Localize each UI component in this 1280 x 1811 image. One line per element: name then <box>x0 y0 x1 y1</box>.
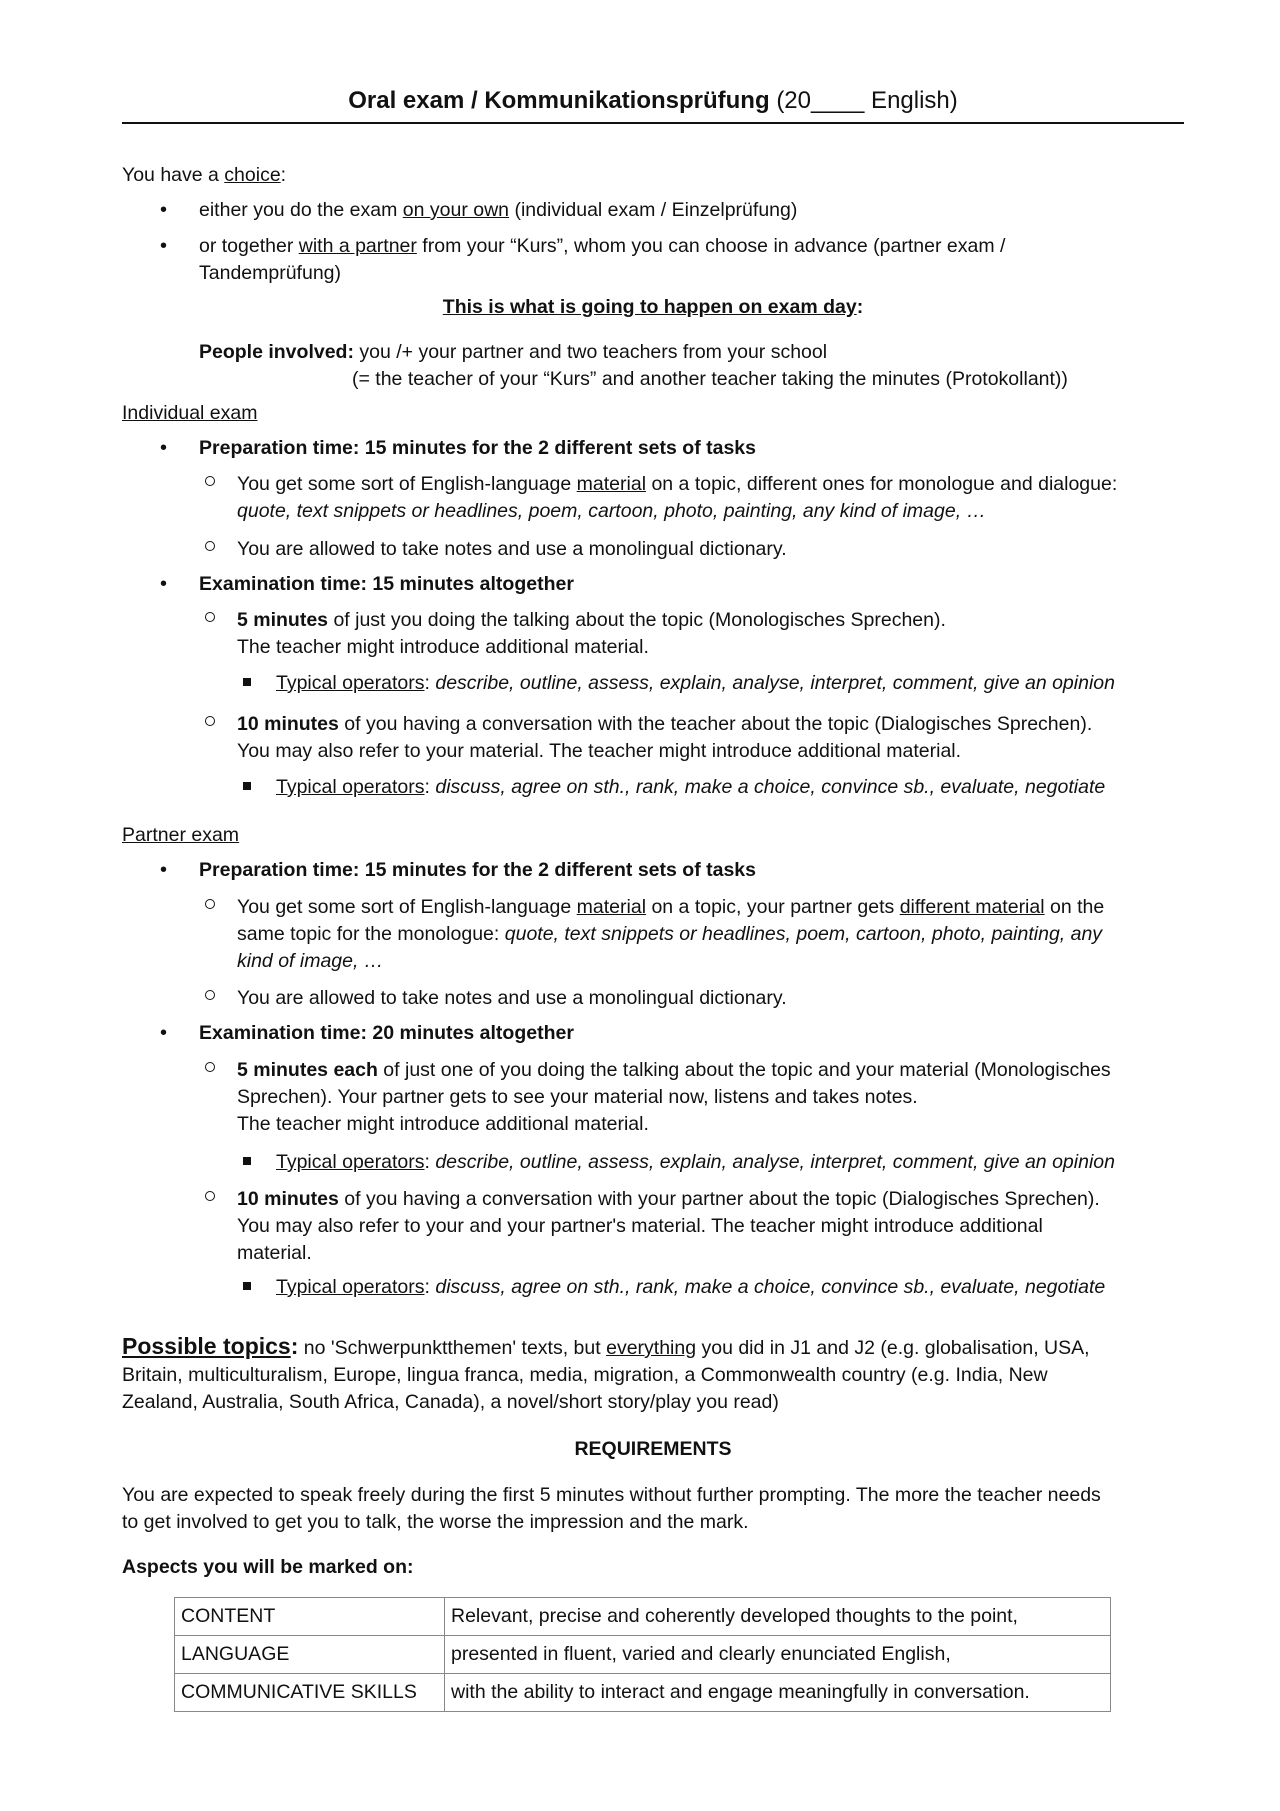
individual-monologue-text: of just you doing the talking about the topic (Monologisches Sprechen). <box>328 609 946 631</box>
aspects-heading: Aspects you will be marked on: <box>122 1556 414 1578</box>
possible-topics-label: Possible topics <box>122 1333 291 1359</box>
partner-prep-time: Preparation time: 15 minutes for the 2 different sets of tasks <box>199 859 756 881</box>
individual-dialogue-duration: 10 minutes <box>237 713 339 735</box>
partner-material-examples: quote, text snippets or headlines, poem, cartoon, photo, painting, any <box>504 923 1103 945</box>
partner-material-end: on the <box>1044 896 1105 918</box>
option-partner-detail: from your “Kurs”, whom you can choose in advance (partner exam / <box>416 235 1006 257</box>
individual-exam-time: Examination time: 15 minutes altogether <box>199 573 574 595</box>
option-partner-text: or together <box>199 235 299 257</box>
operators-list: discuss, agree on sth., rank, make a choice, convince sb., evaluate, negotiate <box>435 1276 1106 1298</box>
partner-material-mid: on a topic, your partner gets <box>646 896 900 918</box>
bullet-icon: • <box>160 573 168 595</box>
circle-bullet-icon <box>205 541 215 551</box>
bullet-icon: • <box>160 1022 168 1044</box>
partner-material <box>237 894 1104 921</box>
individual-prep-time: Preparation time: 15 minutes for the 2 different sets of tasks <box>199 437 756 459</box>
option-partner-underlined: with a partner <box>298 235 417 257</box>
possible-topics-line3: Zealand, Australia, South Africa, Canada), a novel/short story/play you read) <box>122 1391 779 1413</box>
individual-notes: You are allowed to take notes and use a monolingual dictionary. <box>237 538 787 560</box>
circle-bullet-icon <box>205 476 215 486</box>
partner-material-line2-text: same topic for the monologue: <box>237 923 505 945</box>
possible-topics <box>122 1333 1090 1362</box>
individual-material-detail: on a topic, different ones for monologue and dialogue: <box>646 473 1118 495</box>
title-bold: Oral exam / Kommunikationsprüfung <box>348 87 770 114</box>
aspect-description: with the ability to interact and engage meaningfully in conversation. <box>445 1674 1111 1712</box>
square-bullet-icon <box>243 1282 251 1290</box>
partner-different-material: different material <box>899 896 1045 918</box>
individual-dialogue-operators: Typical operators: discuss, agree on sth., rank, make a choice, convince sb., evaluate, negotiate <box>276 776 1106 798</box>
bullet-icon: • <box>160 199 168 221</box>
aspect-name: COMMUNICATIVE SKILLS <box>175 1674 445 1712</box>
partner-dialogue <box>237 1186 1100 1213</box>
option-own-text: either you do the exam <box>199 199 403 221</box>
partner-dialogue-line3: material. <box>237 1242 312 1264</box>
partner-exam-heading: Partner exam <box>122 824 240 846</box>
individual-material-underlined: material <box>576 473 647 495</box>
partner-material-underlined: material <box>576 896 647 918</box>
partner-monologue-duration: 5 minutes each <box>237 1059 378 1081</box>
individual-dialogue <box>237 711 1092 738</box>
operators-label: Typical operators <box>276 1276 425 1298</box>
possible-topics-line2: Britain, multiculturalism, Europe, lingua franca, media, migration, a Commonwealth country (e.g. India, New <box>122 1364 1048 1386</box>
individual-monologue-cont: The teacher might introduce additional material. <box>237 636 649 658</box>
title-underline <box>122 122 1184 124</box>
partner-exam-time: Examination time: 20 minutes altogether <box>199 1022 574 1044</box>
square-bullet-icon <box>243 782 251 790</box>
exam-day-heading-colon: : <box>856 296 864 318</box>
choice-option-partner-cont: Tandemprüfung) <box>199 262 342 284</box>
circle-bullet-icon <box>205 716 215 726</box>
operators-list: describe, outline, assess, explain, analyse, interpret, comment, give an opinion <box>429 1151 1115 1173</box>
partner-material-line2 <box>237 921 1102 948</box>
bullet-icon: • <box>160 437 168 459</box>
individual-dialogue-cont: You may also refer to your material. The teacher might introduce additional material. <box>237 740 962 762</box>
partner-material-line3: kind of image, … <box>237 950 384 972</box>
people-involved <box>199 339 827 366</box>
individual-material-examples: quote, text snippets or headlines, poem, cartoon, photo, painting, any kind of image, … <box>237 500 987 522</box>
individual-monologue <box>237 607 946 634</box>
requirements-text: You are expected to speak freely during the first 5 minutes without further prompting. The more the teacher needs <box>122 1484 1101 1506</box>
circle-bullet-icon <box>205 612 215 622</box>
choice-intro-colon: : <box>280 164 287 186</box>
people-detail: (= the teacher of your “Kurs” and another teacher taking the minutes (Protokollant)) <box>352 368 1068 390</box>
individual-material <box>237 471 1117 498</box>
option-own-detail: (individual exam / Einzelprüfung) <box>509 199 798 221</box>
partner-notes: You are allowed to take notes and use a monolingual dictionary. <box>237 987 787 1009</box>
individual-monologue-duration: 5 minutes <box>237 609 329 631</box>
operators-label: Typical operators <box>276 1151 425 1173</box>
exam-day-heading <box>122 294 1184 321</box>
possible-topics-colon: : <box>290 1333 299 1359</box>
partner-monologue-line2: Sprechen). Your partner gets to see your material now, listens and takes notes. <box>237 1086 918 1108</box>
possible-topics-underlined: everything <box>606 1337 697 1359</box>
square-bullet-icon <box>243 1157 251 1165</box>
partner-dialogue-text: of you having a conversation with your partner about the topic (Dialogisches Sprechen). <box>338 1188 1100 1210</box>
individual-monologue-operators: Typical operators: describe, outline, assess, explain, analyse, interpret, comment, give an opinion <box>276 672 1115 694</box>
page-title <box>122 86 1184 116</box>
requirements-text-cont: to get involved to get you to talk, the worse the impression and the mark. <box>122 1511 749 1533</box>
bullet-icon: • <box>160 859 168 881</box>
operators-label: Typical operators <box>276 672 425 694</box>
table-row <box>175 1598 1111 1636</box>
people-label: People involved: <box>199 341 354 363</box>
partner-monologue-text: of just one of you doing the talking about the topic and your material (Monologisches <box>377 1059 1111 1081</box>
circle-bullet-icon <box>205 1062 215 1072</box>
possible-topics-detail: you did in J1 and J2 (e.g. globalisation, USA, <box>696 1337 1090 1359</box>
choice-intro-text: You have a <box>122 164 225 186</box>
circle-bullet-icon <box>205 990 215 1000</box>
possible-topics-text: no 'Schwerpunktthemen' texts, but <box>298 1337 607 1359</box>
aspects-table <box>174 1597 1111 1712</box>
aspect-description: presented in fluent, varied and clearly enunciated English, <box>445 1636 1111 1674</box>
square-bullet-icon <box>243 678 251 686</box>
exam-day-heading-text: This is what is going to happen on exam day <box>442 296 857 318</box>
partner-dialogue-operators: Typical operators: discuss, agree on sth., rank, make a choice, convince sb., evaluate, negotiate <box>276 1276 1106 1298</box>
partner-dialogue-duration: 10 minutes <box>237 1188 339 1210</box>
circle-bullet-icon <box>205 899 215 909</box>
choice-intro-underlined: choice <box>224 164 281 186</box>
option-own-underlined: on your own <box>402 199 510 221</box>
table-row <box>175 1674 1111 1712</box>
partner-dialogue-line2: You may also refer to your and your partner's material. The teacher might introduce additional <box>237 1215 1043 1237</box>
aspect-name: CONTENT <box>175 1598 445 1636</box>
bullet-icon: • <box>160 235 168 257</box>
operators-label: Typical operators <box>276 776 425 798</box>
aspect-name: LANGUAGE <box>175 1636 445 1674</box>
partner-material-text: You get some sort of English-language <box>237 896 577 918</box>
title-year: (20____ English) <box>776 87 958 114</box>
people-text: you /+ your partner and two teachers from your school <box>353 341 828 363</box>
choice-option-partner <box>199 233 1005 260</box>
individual-material-text: You get some sort of English-language <box>237 473 577 495</box>
circle-bullet-icon <box>205 1191 215 1201</box>
partner-monologue <box>237 1057 1111 1084</box>
table-row <box>175 1636 1111 1674</box>
aspect-description: Relevant, precise and coherently developed thoughts to the point, <box>445 1598 1111 1636</box>
partner-monologue-line3: The teacher might introduce additional material. <box>237 1113 649 1135</box>
operators-list: describe, outline, assess, explain, analyse, interpret, comment, give an opinion <box>435 672 1115 694</box>
partner-monologue-operators: Typical operators: describe, outline, assess, explain, analyse, interpret, comment, give an opinion <box>276 1151 1115 1173</box>
individual-exam-heading: Individual exam <box>122 402 258 424</box>
requirements-heading: REQUIREMENTS <box>574 1438 732 1460</box>
choice-option-own <box>199 197 797 224</box>
choice-intro <box>122 162 286 189</box>
operators-list: discuss, agree on sth., rank, make a choice, convince sb., evaluate, negotiate <box>435 776 1106 798</box>
individual-dialogue-text: of you having a conversation with the teacher about the topic (Dialogisches Sprechen). <box>338 713 1093 735</box>
